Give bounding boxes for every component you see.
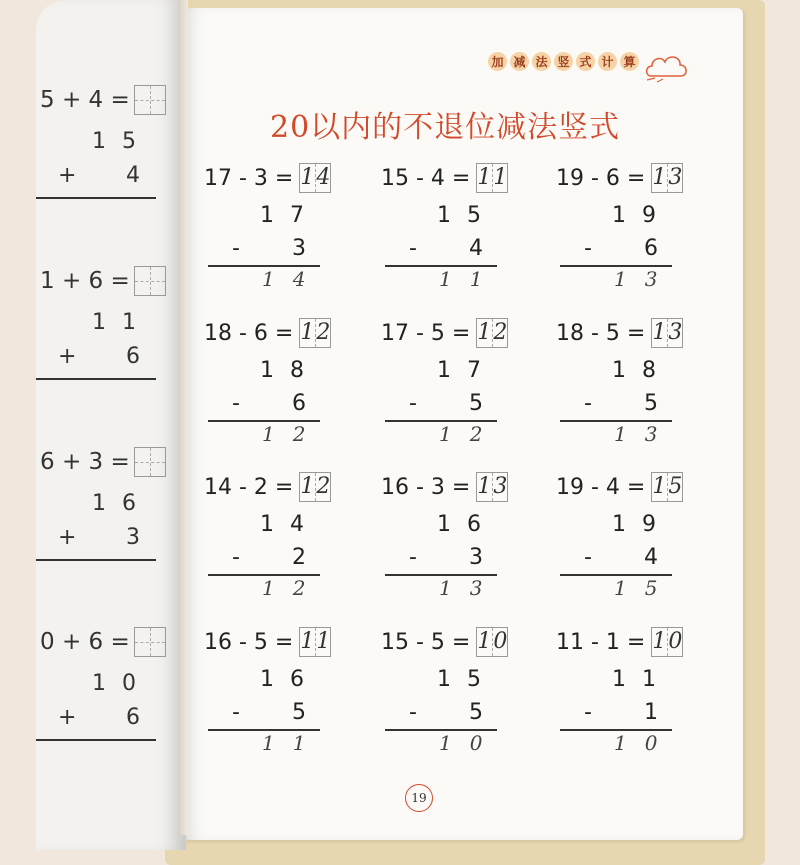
- subtraction-problem: [381, 163, 541, 303]
- operator: +: [58, 705, 77, 730]
- augend: 10: [92, 671, 152, 696]
- handwritten-result: 10: [439, 731, 501, 755]
- operator: -: [232, 391, 240, 416]
- handwritten-answer: 13: [652, 165, 685, 190]
- handwritten-answer: 10: [477, 629, 510, 654]
- cloud-icon: [643, 48, 691, 84]
- equation-text: 0 + 6 =: [40, 629, 130, 655]
- answer-box[interactable]: [476, 627, 508, 657]
- minuend: 14: [260, 512, 320, 537]
- minuend: 18: [260, 358, 320, 383]
- answer-box[interactable]: [299, 627, 331, 657]
- answer-box[interactable]: [651, 472, 683, 502]
- handwritten-result: 13: [614, 267, 676, 291]
- tag-char: 加: [488, 52, 507, 71]
- sum-line: [36, 378, 156, 380]
- handwritten-result: 12: [262, 576, 324, 600]
- subtrahend: 5: [469, 700, 499, 725]
- subtraction-problem: [556, 472, 716, 612]
- subtrahend: 6: [292, 391, 322, 416]
- equation-text: 5 + 4 =: [40, 87, 130, 113]
- handwritten-answer: 13: [652, 320, 685, 345]
- minuend: 19: [612, 512, 672, 537]
- answer-box[interactable]: [299, 472, 331, 502]
- minuend: 17: [437, 358, 497, 383]
- tag-char: 算: [620, 52, 639, 71]
- operator: -: [409, 391, 417, 416]
- handwritten-answer: 15: [652, 474, 685, 499]
- handwritten-result: 13: [439, 576, 501, 600]
- minuend: 15: [437, 203, 497, 228]
- minuend: 19: [612, 203, 672, 228]
- handwritten-result: 14: [262, 267, 324, 291]
- operator: +: [58, 163, 77, 188]
- augend: 15: [92, 129, 152, 154]
- subtrahend: 4: [469, 236, 499, 261]
- augend: 16: [92, 491, 152, 516]
- equation: [381, 627, 508, 657]
- tag-char: 竖: [554, 52, 573, 71]
- equation-text: 14 - 2 =: [204, 474, 294, 500]
- equation: [204, 472, 331, 502]
- operator: +: [58, 525, 77, 550]
- addend: 4: [126, 163, 156, 188]
- handwritten-answer: 11: [477, 165, 510, 190]
- answer-box[interactable]: [134, 85, 166, 115]
- handwritten-result: 13: [614, 422, 676, 446]
- subtrahend: 5: [292, 700, 322, 725]
- subtraction-problem: [204, 318, 364, 458]
- operator: -: [409, 700, 417, 725]
- equation: [40, 627, 166, 657]
- subtrahend: 6: [644, 236, 674, 261]
- equation-text: 16 - 5 =: [204, 629, 294, 655]
- subtrahend: 3: [469, 545, 499, 570]
- minuend: 15: [437, 667, 497, 692]
- handwritten-result: 11: [262, 731, 324, 755]
- subtraction-problem: [556, 627, 716, 767]
- equation: [40, 447, 166, 477]
- answer-box[interactable]: [651, 318, 683, 348]
- sum-line: [36, 197, 156, 199]
- subtrahend: 3: [292, 236, 322, 261]
- operator: -: [584, 700, 592, 725]
- minuend: 16: [260, 667, 320, 692]
- answer-box[interactable]: [651, 163, 683, 193]
- sum-line: [36, 739, 156, 741]
- subtraction-problem: [204, 472, 364, 612]
- operator: -: [232, 700, 240, 725]
- equation: [204, 627, 331, 657]
- equation-text: 1 + 6 =: [40, 268, 130, 294]
- equation: [381, 472, 508, 502]
- handwritten-result: 12: [262, 422, 324, 446]
- subtraction-problem: [381, 627, 541, 767]
- subtrahend: 2: [292, 545, 322, 570]
- handwritten-answer: 12: [300, 320, 333, 345]
- answer-box[interactable]: [476, 318, 508, 348]
- operator: -: [232, 545, 240, 570]
- answer-box[interactable]: [134, 627, 166, 657]
- equation-text: 17 - 5 =: [381, 320, 471, 346]
- minuend: 16: [437, 512, 497, 537]
- subtraction-problem: [381, 318, 541, 458]
- answer-box[interactable]: [134, 447, 166, 477]
- equation: [381, 163, 508, 193]
- answer-box[interactable]: [476, 163, 508, 193]
- operator: +: [58, 344, 77, 369]
- minuend: 17: [260, 203, 320, 228]
- equation: [381, 318, 508, 348]
- equation-text: 16 - 3 =: [381, 474, 471, 500]
- equation-text: 15 - 4 =: [381, 165, 471, 191]
- operator: -: [584, 545, 592, 570]
- handwritten-result: 12: [439, 422, 501, 446]
- answer-box[interactable]: [476, 472, 508, 502]
- addend: 6: [126, 705, 156, 730]
- handwritten-answer: 10: [652, 629, 685, 654]
- minuend: 11: [612, 667, 672, 692]
- page-number: 19: [405, 784, 433, 812]
- operator: -: [584, 236, 592, 261]
- operator: -: [409, 236, 417, 261]
- section-tag: [488, 52, 639, 71]
- page-title: 20以内的不退位减法竖式: [270, 110, 621, 145]
- equation: [556, 163, 683, 193]
- subtraction-problem: [556, 318, 716, 458]
- operator: -: [232, 236, 240, 261]
- answer-box[interactable]: [299, 163, 331, 193]
- operator: -: [584, 391, 592, 416]
- sum-line: [36, 559, 156, 561]
- handwritten-result: 10: [614, 731, 676, 755]
- subtraction-problem: [204, 627, 364, 767]
- equation: [40, 266, 166, 296]
- addend: 3: [126, 525, 156, 550]
- handwritten-answer: 11: [300, 629, 333, 654]
- answer-box[interactable]: [134, 266, 166, 296]
- augend: 11: [92, 310, 152, 335]
- subtrahend: 5: [644, 391, 674, 416]
- handwritten-answer: 13: [477, 474, 510, 499]
- subtraction-problem: [556, 163, 716, 303]
- equation-text: 19 - 6 =: [556, 165, 646, 191]
- handwritten-answer: 12: [477, 320, 510, 345]
- tag-char: 计: [598, 52, 617, 71]
- equation-text: 6 + 3 =: [40, 449, 130, 475]
- answer-box[interactable]: [651, 627, 683, 657]
- tag-char: 式: [576, 52, 595, 71]
- subtraction-problem: [381, 472, 541, 612]
- equation: [204, 163, 331, 193]
- handwritten-answer: 14: [300, 165, 333, 190]
- equation-text: 19 - 4 =: [556, 474, 646, 500]
- equation: [556, 627, 683, 657]
- equation-text: 18 - 5 =: [556, 320, 646, 346]
- equation-text: 17 - 3 =: [204, 165, 294, 191]
- tag-char: 减: [510, 52, 529, 71]
- equation: [556, 318, 683, 348]
- handwritten-answer: 12: [300, 474, 333, 499]
- equation: [556, 472, 683, 502]
- tag-char: 法: [532, 52, 551, 71]
- equation-text: 15 - 5 =: [381, 629, 471, 655]
- operator: -: [409, 545, 417, 570]
- page-spine: [178, 0, 188, 835]
- minuend: 18: [612, 358, 672, 383]
- subtrahend: 4: [644, 545, 674, 570]
- equation-text: 11 - 1 =: [556, 629, 646, 655]
- handwritten-result: 15: [614, 576, 676, 600]
- subtrahend: 1: [644, 700, 674, 725]
- addend: 6: [126, 344, 156, 369]
- subtraction-problem: [204, 163, 364, 303]
- subtrahend: 5: [469, 391, 499, 416]
- equation: [204, 318, 331, 348]
- equation-text: 18 - 6 =: [204, 320, 294, 346]
- equation: [40, 85, 166, 115]
- handwritten-result: 11: [439, 267, 501, 291]
- answer-box[interactable]: [299, 318, 331, 348]
